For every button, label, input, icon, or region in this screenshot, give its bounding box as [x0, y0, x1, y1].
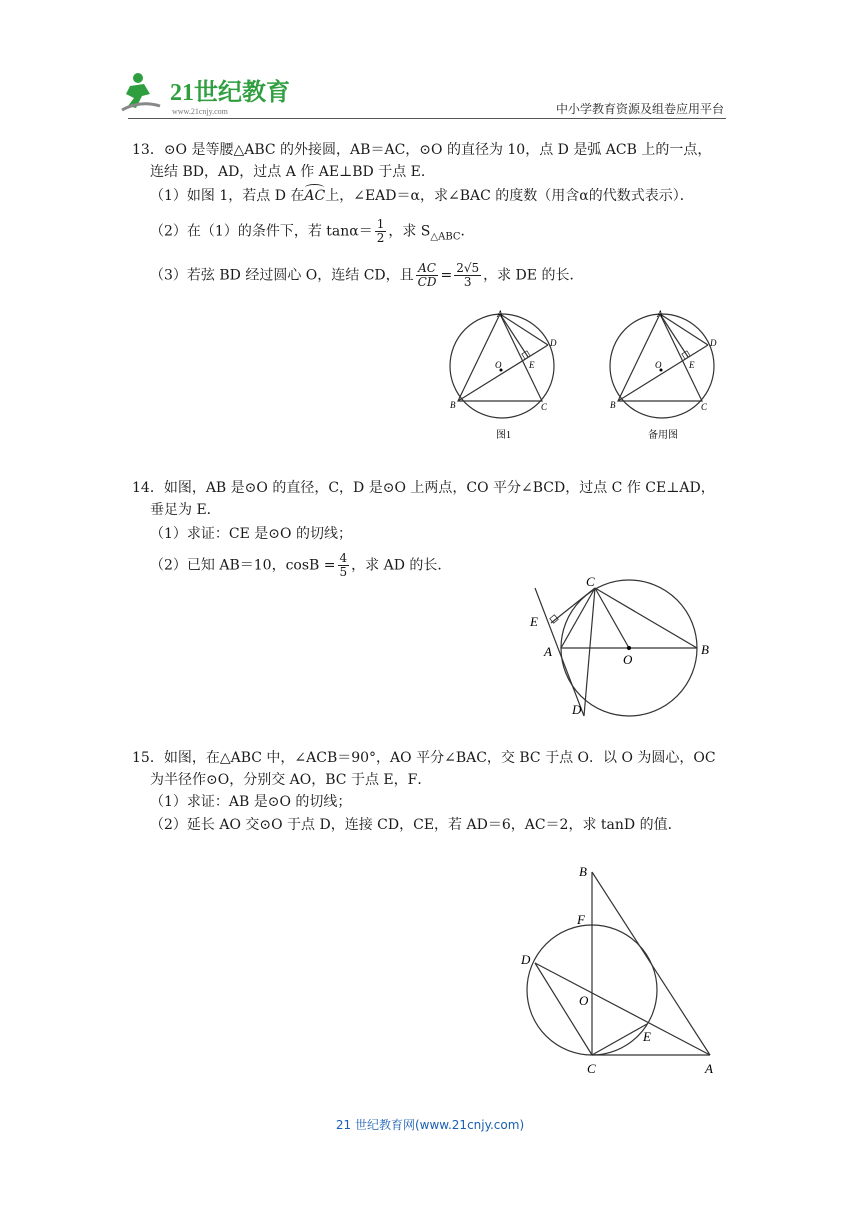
- svg-text:C: C: [701, 402, 708, 412]
- svg-text:O: O: [623, 652, 633, 667]
- svg-text:F: F: [577, 912, 585, 927]
- svg-text:E: E: [530, 614, 538, 629]
- svg-text:B: B: [450, 400, 456, 410]
- svg-text:E: E: [529, 360, 535, 370]
- q13-line2: 连结 BD，AD，过点 A 作 AE⊥BD 于点 E．: [150, 164, 435, 180]
- q14-part2: （2）已知 AB＝10，cosB = $\frac{4}{5}$ ，求 AD 的长．: [150, 551, 452, 579]
- svg-text:B: B: [701, 642, 709, 657]
- q13-part1: （1）如图 1，若点 D 在 AC上，∠EAD＝α，求∠BAC 的度数（用含α的代数式表示）．: [150, 186, 694, 206]
- svg-text:D: D: [572, 702, 582, 717]
- q14-line2: 垂足为 E．: [150, 502, 221, 518]
- q14-line1: 14．如图，AB 是⊙O 的直径，C，D 是⊙O 上两点，CO 平分∠BCD，过点 C 作 CE⊥AD，: [132, 480, 715, 496]
- footer-link[interactable]: 21 世纪教育网(www.21cnjy.com): [335, 1118, 525, 1132]
- platform-name: 中小学教育资源及组卷应用平台: [555, 102, 724, 116]
- logo-text: 21世纪教育: [170, 80, 290, 106]
- q13-line1: 13．⊙O 是等腰△ABC 的外接圆，AB＝AC，⊙O 的直径为 10，点 D 是弧 ACB 上的一点，: [132, 142, 712, 158]
- svg-text:C: C: [541, 402, 548, 412]
- runner-icon: [122, 73, 160, 110]
- fig1-caption: 图1: [496, 430, 511, 441]
- q13-figure-1: [440, 308, 570, 450]
- svg-text:D: D: [550, 338, 557, 348]
- svg-text:A: A: [657, 309, 663, 319]
- q15-part1: （1）求证：AB 是⊙O 的切线；: [150, 794, 352, 810]
- svg-text:A: A: [497, 309, 503, 319]
- svg-text:D: D: [710, 338, 717, 348]
- svg-text:A: A: [544, 644, 552, 659]
- svg-text:O: O: [655, 360, 662, 370]
- q15-line1: 15．如图，在△ABC 中，∠ACB＝90°，AO 平分∠BAC，交 BC 于点 O．以 O 为圆心，OC: [132, 750, 716, 766]
- svg-text:B: B: [579, 864, 587, 879]
- fig2-caption: 备用图: [648, 430, 678, 441]
- site-logo: [120, 70, 295, 118]
- arc-ac: AC: [304, 186, 325, 206]
- header-divider: [128, 118, 726, 119]
- svg-text:A: A: [705, 1061, 713, 1076]
- q15-part2: （2）延长 AO 交⊙O 于点 D，连接 CD，CE，若 AD＝6，AC＝2，求 tanD 的值．: [150, 817, 682, 833]
- svg-text:O: O: [579, 993, 589, 1008]
- svg-text:E: E: [689, 360, 695, 370]
- q13-part2: （2）在（1）的条件下，若 tanα＝ $\frac{1}{2}$ ，求 $S_{\triangle ABC}$．: [150, 217, 475, 245]
- svg-text:C: C: [586, 574, 595, 589]
- q15-line2: 为半径作⊙O，分别交 AO，BC 于点 E，F．: [150, 772, 432, 788]
- q15-figure: [515, 858, 725, 1078]
- svg-text:D: D: [521, 952, 531, 967]
- q14-part1: （1）求证：CE 是⊙O 的切线；: [150, 526, 352, 542]
- q13-figure-backup: [600, 308, 730, 450]
- svg-text:E: E: [643, 1029, 651, 1044]
- q13-part3: （3）若弦 BD 经过圆心 O，连结 CD，且 $\frac{AC}{CD}$ = $\frac{2√5}{3}$ ，求 DE 的长．: [150, 261, 584, 289]
- svg-text:B: B: [610, 400, 616, 410]
- logo-url: www.21cnjy.com: [172, 107, 228, 116]
- svg-text:C: C: [587, 1061, 596, 1076]
- svg-text:O: O: [495, 360, 502, 370]
- q14-figure: [520, 570, 720, 720]
